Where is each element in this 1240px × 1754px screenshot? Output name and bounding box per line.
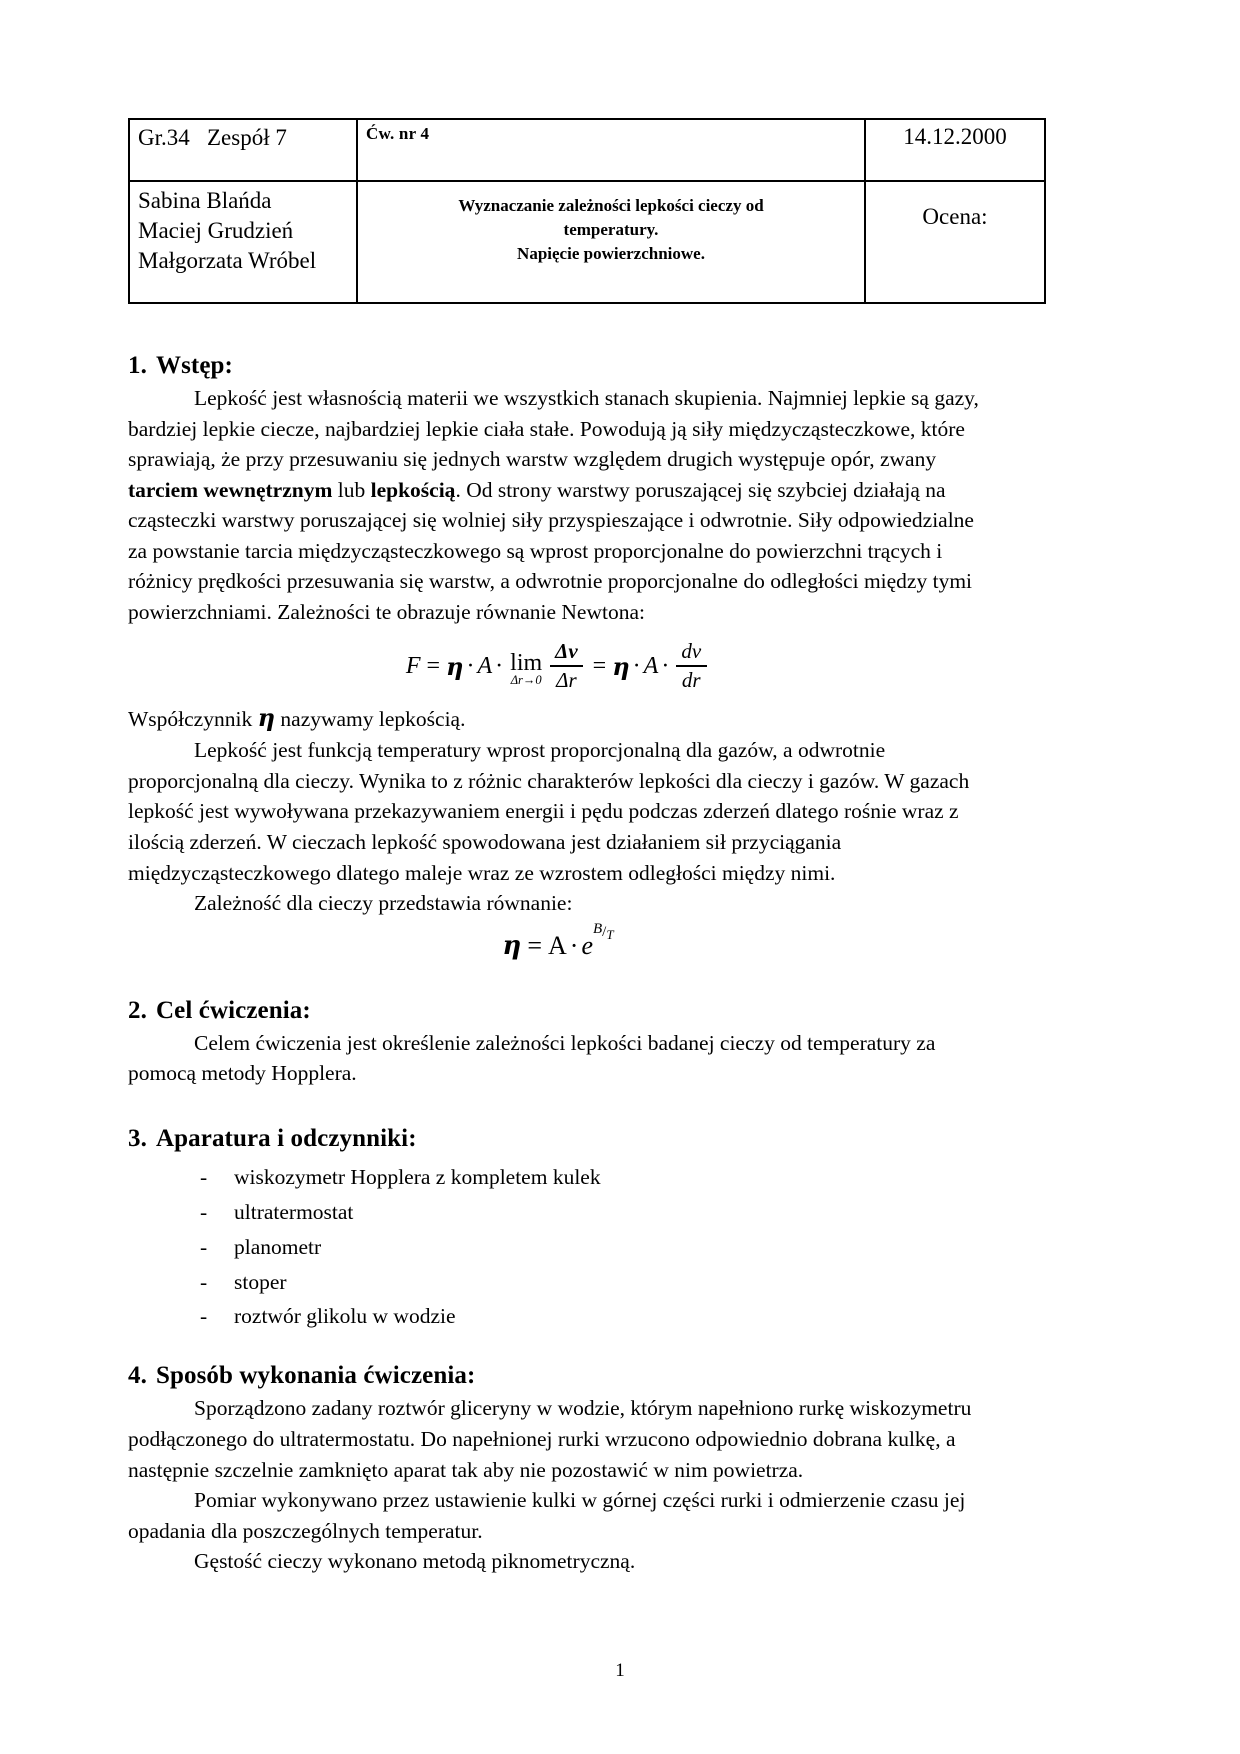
formula-exponent-B: B xyxy=(593,921,603,938)
header-cell-grade xyxy=(865,181,1045,303)
list-bullet: - xyxy=(200,1199,208,1224)
section-title: Wstęp: xyxy=(156,352,233,379)
paragraph-text-part: Współczynnik xyxy=(128,707,258,732)
formula-row xyxy=(502,921,614,961)
paragraph-temperature-dependence: Lepkość jest funkcją temperatury wprost proporcjonalną dla gazów, a odwrotnie proporcjonalną dla cieczy. Wynika to z różnic charakterów lepkości dla cieczy i gazów. W gazach lepkość jest wywoływana przekazywaniem energii i pędu podczas zderzeń dlatego rośnie wraz z ilością zderzeń. W cieczach lepkość spowodowana jest działaniem sił przyciągania międzycząsteczkowego dlatego maleje wraz ze wzrostem odległości między nimi. xyxy=(128,738,970,885)
formula-dot: · xyxy=(466,652,475,679)
emphasis-lepkosc: lepkością xyxy=(370,477,456,502)
group-team-text: Gr.34 Zespół 7 xyxy=(138,125,287,150)
paragraph-liquid-equation-lead: Zależność dla cieczy przedstawia równanie: xyxy=(194,891,573,916)
paragraph-procedure-2: Pomiar wykonywano przez ustawienie kulki w górnej części rurki i odmierzenie czasu jej opadania dla poszczególnych temperatur. xyxy=(128,1488,966,1543)
section-number: 1. xyxy=(128,352,147,379)
list-item xyxy=(128,1195,988,1230)
formula-exponent xyxy=(593,921,614,943)
author-name: Maciej Grudzień xyxy=(138,217,294,243)
formula-fraction-differential xyxy=(675,639,707,693)
list-item xyxy=(128,1230,988,1265)
table-row xyxy=(129,119,1045,181)
list-item xyxy=(128,1160,988,1195)
formula-equals: = xyxy=(426,652,441,679)
list-item xyxy=(128,1299,988,1334)
formula-e: e xyxy=(581,930,593,960)
apparatus-list xyxy=(128,1160,988,1334)
list-item-label: wiskozymetr Hopplera z kompletem kulek xyxy=(234,1165,601,1190)
section-heading-2 xyxy=(128,995,988,1026)
paragraph-coefficient xyxy=(128,701,988,735)
formula-A: A xyxy=(477,652,493,679)
author-name: Małgorzata Wróbel xyxy=(138,247,317,273)
date-text: 14.12.2000 xyxy=(903,124,1007,149)
page-footer xyxy=(0,1660,1240,1682)
formula-A: A xyxy=(548,930,567,960)
list-item-label: stoper xyxy=(234,1269,287,1294)
author-names-list xyxy=(138,186,348,280)
table-row xyxy=(129,181,1045,303)
section-title: Aparatura i odczynniki: xyxy=(156,1124,417,1152)
header-cell-exercise-no xyxy=(357,119,865,181)
header-cell-group xyxy=(129,119,357,181)
formula-F: F xyxy=(405,652,421,679)
formula-fraction-denominator: dr xyxy=(676,665,707,693)
formula-lim-operator: lim xyxy=(510,650,543,677)
formula-exponent-slash: / xyxy=(602,924,607,941)
formula-exponent-T: T xyxy=(606,927,614,943)
formula-equals: = xyxy=(527,930,542,960)
paragraph-purpose: Celem ćwiczenia jest określenie zależności lepkości badanej cieczy od temperatury za pomocą metody Hopplera. xyxy=(128,1030,936,1086)
header-cell-names xyxy=(129,181,357,303)
list-bullet: - xyxy=(200,1269,208,1294)
formula-equals: = xyxy=(592,652,607,679)
report-title-line: temperatury. xyxy=(563,220,659,240)
paragraph-procedure-1: Sporządzono zadany roztwór gliceryny w wodzie, którym napełniono rurkę wiskozymetru podłączonego do ultratermostatu. Do napełnionej rurki wrzucono odpowiednio dobrana kulkę, a następnie szczelnie zamknięto aparat tak aby nie pozostawić w nim powietrza. xyxy=(128,1396,972,1482)
formula-eta: η xyxy=(612,651,630,681)
report-title-line: Wyznaczanie zależności lepkości cieczy od xyxy=(458,196,764,215)
formula-dot: · xyxy=(495,652,504,679)
page-number: 1 xyxy=(615,1660,625,1681)
report-title xyxy=(366,186,856,288)
list-item xyxy=(128,1265,988,1300)
list-bullet: - xyxy=(200,1304,208,1329)
formula-lim-subscript: Δr→0 xyxy=(510,673,542,688)
section-number: 2. xyxy=(128,996,147,1024)
paragraph-text-part: nazywamy lepkością. xyxy=(275,707,466,732)
formula-dot: · xyxy=(632,652,641,679)
formula-eta: η xyxy=(502,930,522,961)
formula-A: A xyxy=(643,652,659,679)
list-item-label: roztwór glikolu w wodzie xyxy=(234,1304,456,1329)
paragraph-text-part: lub xyxy=(332,477,371,502)
formula-viscosity-temperature xyxy=(128,921,988,961)
list-bullet: - xyxy=(200,1234,208,1259)
paragraph-procedure-3: Gęstość cieczy wykonano metodą piknometryczną. xyxy=(194,1549,636,1574)
paragraph-text-part: Lepkość jest własnością materii we wszystkich stanach skupienia. Najmniej lepkie są gazy, bardziej lepkie ciecze, najbardziej lepkie ciała stałe. Powodują ją siły międzycząsteczkowe, które sprawiają, że przy przesuwaniu się jednych warstw względem drugich występuje opór, zwany xyxy=(128,386,979,472)
formula-dot: · xyxy=(661,652,670,679)
section-number: 3. xyxy=(128,1124,147,1152)
list-item-label: planometr xyxy=(234,1234,322,1259)
author-name: Sabina Blańda xyxy=(138,188,272,213)
formula-fraction-delta xyxy=(549,639,584,693)
section-number: 4. xyxy=(128,1362,147,1390)
section-title: Cel ćwiczenia: xyxy=(156,996,311,1024)
header-cell-date xyxy=(865,119,1045,181)
exercise-number-text: Ćw. nr 4 xyxy=(366,124,430,143)
paragraph-text-part: . Od strony warstwy poruszającej się szybciej działają na cząsteczki warstwy poruszającej się wolniej siły przyspieszające i odwrotnie. Siły odpowiedzialne za powstanie tarcia międzycząsteczkowego są wprost proporcjonalne do powierzchni trących i różnicy prędkości przesuwania się warstw, a odwrotnie proporcjonalne do odległości między tymi powierzchniami. Zależności te obrazuje równanie Newtona: xyxy=(128,477,974,624)
formula-fraction-denominator: Δr xyxy=(550,665,583,693)
formula-newton-equation xyxy=(128,639,988,693)
section-heading-4 xyxy=(128,1360,988,1391)
paragraph-intro xyxy=(128,383,988,627)
document-body xyxy=(128,350,988,1577)
report-title-line: Napięcie powierzchniowe. xyxy=(517,244,705,264)
list-item-label: ultratermostat xyxy=(234,1199,354,1224)
inline-eta-symbol: η xyxy=(257,703,276,733)
emphasis-tarcie-wewnetrzne: tarciem wewnętrznym xyxy=(128,477,333,502)
grade-label: Ocena: xyxy=(922,204,988,229)
formula-row xyxy=(406,639,710,693)
section-heading-1 xyxy=(128,350,988,381)
formula-limit xyxy=(510,650,542,688)
formula-fraction-numerator: Δv xyxy=(555,639,578,664)
report-header-table xyxy=(128,118,1046,304)
formula-eta: η xyxy=(446,651,464,681)
list-bullet: - xyxy=(200,1165,208,1190)
formula-fraction-numerator: dv xyxy=(681,639,702,664)
formula-dot: · xyxy=(569,930,579,960)
section-heading-3 xyxy=(128,1123,988,1154)
section-title: Sposób wykonania ćwiczenia: xyxy=(156,1362,476,1390)
header-cell-title xyxy=(357,181,865,303)
